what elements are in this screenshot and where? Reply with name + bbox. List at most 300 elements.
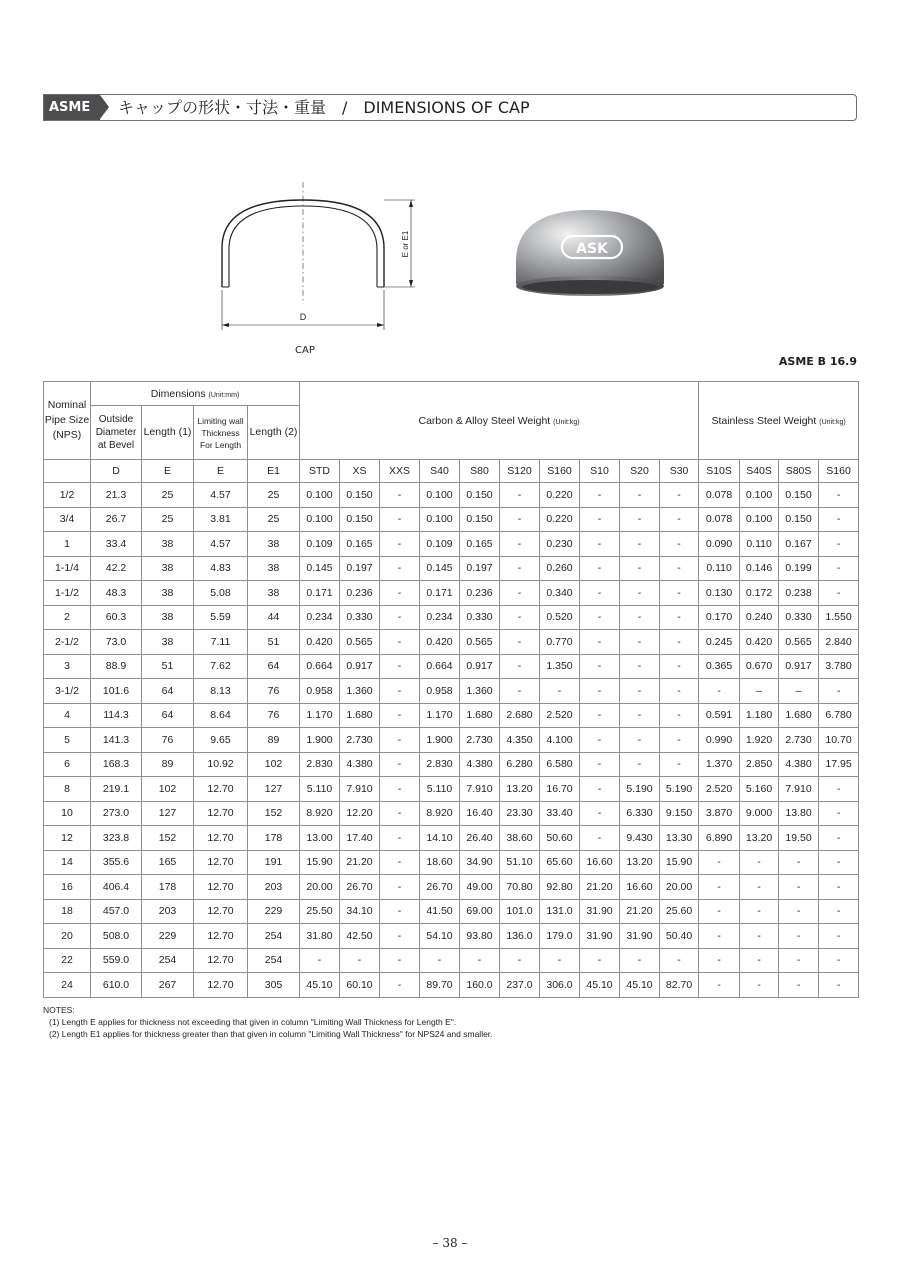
value-cell: 0.109: [300, 532, 340, 557]
value-cell: 92.80: [540, 875, 580, 900]
value-cell: -: [819, 850, 859, 875]
table-row: [44, 728, 859, 753]
value-cell: -: [580, 581, 620, 606]
value-cell: 3.81: [194, 507, 248, 532]
value-cell: 165: [142, 850, 194, 875]
value-cell: -: [740, 948, 779, 973]
value-cell: 13.20: [500, 777, 540, 802]
value-cell: -: [819, 777, 859, 802]
value-cell: 2.840: [819, 630, 859, 655]
value-cell: 60.10: [340, 973, 380, 998]
value-cell: 31.90: [580, 924, 620, 949]
table-row: [44, 581, 859, 606]
value-cell: 60.3: [91, 605, 142, 630]
value-cell: 1.550: [819, 605, 859, 630]
value-cell: 9.65: [194, 728, 248, 753]
value-cell: 19.50: [779, 826, 819, 851]
value-cell: 8.920: [300, 801, 340, 826]
value-cell: 34.90: [460, 850, 500, 875]
table-row: [44, 483, 859, 508]
value-cell: 38.60: [500, 826, 540, 851]
value-cell: -: [779, 899, 819, 924]
symbol-row: [44, 460, 859, 483]
symbol-header-cell: E1: [248, 460, 300, 483]
value-cell: 14.10: [420, 826, 460, 851]
value-cell: -: [819, 924, 859, 949]
value-cell: 8.920: [420, 801, 460, 826]
value-cell: 4.350: [500, 728, 540, 753]
value-cell: 0.150: [340, 483, 380, 508]
value-cell: -: [819, 507, 859, 532]
value-cell: -: [819, 801, 859, 826]
table-row: [44, 924, 859, 949]
value-cell: -: [500, 654, 540, 679]
value-cell: -: [660, 703, 699, 728]
value-cell: 21.20: [620, 899, 660, 924]
value-cell: 1.900: [420, 728, 460, 753]
value-cell: 0.146: [740, 556, 779, 581]
dimensions-unit: (Unit:mm): [208, 391, 240, 399]
notes: [43, 1004, 493, 1040]
value-cell: 2.850: [740, 752, 779, 777]
value-cell: -: [380, 532, 420, 557]
value-cell: 17.40: [340, 826, 380, 851]
value-cell: -: [580, 703, 620, 728]
value-cell: 5.08: [194, 581, 248, 606]
value-cell: 0.236: [460, 581, 500, 606]
symbol-header-cell: S120: [500, 460, 540, 483]
value-cell: 0.110: [740, 532, 779, 557]
value-cell: 5.190: [660, 777, 699, 802]
value-cell: -: [500, 532, 540, 557]
table-row: [44, 532, 859, 557]
value-cell: 0.917: [340, 654, 380, 679]
value-cell: 26.7: [91, 507, 142, 532]
nps-cell: 1: [44, 532, 91, 557]
nps-cell: 22: [44, 948, 91, 973]
value-cell: 2.830: [300, 752, 340, 777]
value-cell: 38: [142, 605, 194, 630]
value-cell: 0.245: [699, 630, 740, 655]
value-cell: 38: [142, 630, 194, 655]
value-cell: –: [779, 679, 819, 704]
symbol-header-cell: S10: [580, 460, 620, 483]
value-cell: 2.730: [460, 728, 500, 753]
col-outside-diameter-header: Outside Diameter at Bevel: [91, 406, 142, 460]
table-body: [44, 483, 859, 998]
value-cell: 1.170: [420, 703, 460, 728]
nps-cell: 3: [44, 654, 91, 679]
value-cell: -: [620, 948, 660, 973]
value-cell: 0.565: [779, 630, 819, 655]
value-cell: 6.890: [699, 826, 740, 851]
value-cell: 0.100: [740, 507, 779, 532]
value-cell: 42.2: [91, 556, 142, 581]
value-cell: 0.150: [340, 507, 380, 532]
value-cell: 0.109: [420, 532, 460, 557]
value-cell: -: [819, 973, 859, 998]
value-cell: 12.70: [194, 875, 248, 900]
value-cell: -: [660, 483, 699, 508]
value-cell: 267: [142, 973, 194, 998]
value-cell: 50.40: [660, 924, 699, 949]
value-cell: 2.830: [420, 752, 460, 777]
value-cell: -: [819, 948, 859, 973]
value-cell: 25: [142, 507, 194, 532]
value-cell: -: [660, 581, 699, 606]
value-cell: 5.59: [194, 605, 248, 630]
value-cell: 21.3: [91, 483, 142, 508]
value-cell: 9.000: [740, 801, 779, 826]
value-cell: -: [580, 777, 620, 802]
symbol-header-cell: S80S: [779, 460, 819, 483]
value-cell: 1.360: [340, 679, 380, 704]
value-cell: 1.350: [540, 654, 580, 679]
nps-cell: 1-1/4: [44, 556, 91, 581]
value-cell: 20.00: [660, 875, 699, 900]
value-cell: 16.60: [620, 875, 660, 900]
table-row: [44, 654, 859, 679]
value-cell: 13.80: [779, 801, 819, 826]
value-cell: 42.50: [340, 924, 380, 949]
value-cell: -: [779, 973, 819, 998]
value-cell: 12.70: [194, 973, 248, 998]
value-cell: -: [580, 630, 620, 655]
value-cell: 12.70: [194, 948, 248, 973]
value-cell: 4.380: [460, 752, 500, 777]
value-cell: 8.64: [194, 703, 248, 728]
value-cell: 0.234: [300, 605, 340, 630]
value-cell: 0.197: [460, 556, 500, 581]
table-row: [44, 973, 859, 998]
value-cell: -: [620, 752, 660, 777]
value-cell: 0.220: [540, 483, 580, 508]
value-cell: -: [380, 507, 420, 532]
value-cell: 0.990: [699, 728, 740, 753]
value-cell: 9.150: [660, 801, 699, 826]
value-cell: -: [819, 679, 859, 704]
value-cell: 160.0: [460, 973, 500, 998]
value-cell: 7.11: [194, 630, 248, 655]
value-cell: 0.420: [420, 630, 460, 655]
value-cell: -: [699, 679, 740, 704]
value-cell: –: [740, 679, 779, 704]
value-cell: 45.10: [580, 973, 620, 998]
value-cell: -: [819, 532, 859, 557]
value-cell: 0.145: [420, 556, 460, 581]
value-cell: -: [819, 556, 859, 581]
value-cell: -: [699, 924, 740, 949]
value-cell: 0.150: [779, 483, 819, 508]
value-cell: 152: [248, 801, 300, 826]
col-length2-header: Length (2): [248, 406, 300, 460]
value-cell: 254: [248, 948, 300, 973]
value-cell: 0.130: [699, 581, 740, 606]
figure-caption: CAP: [295, 345, 315, 356]
value-cell: -: [819, 581, 859, 606]
carbon-weight-unit: (Unit:kg): [553, 418, 580, 426]
value-cell: 64: [248, 654, 300, 679]
value-cell: 4.100: [540, 728, 580, 753]
value-cell: 508.0: [91, 924, 142, 949]
table-row: [44, 703, 859, 728]
value-cell: 0.171: [300, 581, 340, 606]
value-cell: 203: [142, 899, 194, 924]
table-row: [44, 679, 859, 704]
value-cell: 0.220: [540, 507, 580, 532]
value-cell: -: [380, 581, 420, 606]
table-row: [44, 630, 859, 655]
value-cell: -: [420, 948, 460, 973]
value-cell: 0.565: [340, 630, 380, 655]
value-cell: 6.330: [620, 801, 660, 826]
value-cell: 0.234: [420, 605, 460, 630]
value-cell: 610.0: [91, 973, 142, 998]
value-cell: 0.171: [420, 581, 460, 606]
value-cell: 12.70: [194, 850, 248, 875]
value-cell: 102: [248, 752, 300, 777]
value-cell: 89.70: [420, 973, 460, 998]
value-cell: 323.8: [91, 826, 142, 851]
value-cell: 16.60: [580, 850, 620, 875]
value-cell: 12.70: [194, 801, 248, 826]
value-cell: 0.145: [300, 556, 340, 581]
value-cell: 33.4: [91, 532, 142, 557]
value-cell: 51.10: [500, 850, 540, 875]
value-cell: -: [620, 679, 660, 704]
table-row: [44, 752, 859, 777]
page-title: キャップの形状・寸法・重量 / DIMENSIONS OF CAP: [118, 98, 530, 117]
value-cell: 7.910: [779, 777, 819, 802]
value-cell: 44: [248, 605, 300, 630]
stainless-weight-group-header: [699, 382, 859, 460]
value-cell: 38: [248, 556, 300, 581]
value-cell: -: [380, 973, 420, 998]
value-cell: 0.770: [540, 630, 580, 655]
value-cell: 21.20: [340, 850, 380, 875]
value-cell: -: [580, 605, 620, 630]
value-cell: 178: [248, 826, 300, 851]
value-cell: 20.00: [300, 875, 340, 900]
dimensions-table: [43, 381, 859, 998]
cap-technical-drawing: [222, 182, 415, 330]
value-cell: 0.078: [699, 507, 740, 532]
value-cell: 89: [142, 752, 194, 777]
value-cell: 9.430: [620, 826, 660, 851]
value-cell: 273.0: [91, 801, 142, 826]
table-row: [44, 605, 859, 630]
badge-arrow-icon: [100, 95, 109, 119]
nps-cell: 16: [44, 875, 91, 900]
value-cell: 168.3: [91, 752, 142, 777]
dimension-d-label: D: [299, 312, 307, 322]
value-cell: 0.170: [699, 605, 740, 630]
value-cell: 89: [248, 728, 300, 753]
value-cell: -: [380, 801, 420, 826]
nps-cell: 3-1/2: [44, 679, 91, 704]
value-cell: 0.330: [779, 605, 819, 630]
value-cell: 4.57: [194, 483, 248, 508]
value-cell: -: [380, 605, 420, 630]
value-cell: 31.80: [300, 924, 340, 949]
value-cell: 2.730: [779, 728, 819, 753]
value-cell: 0.917: [460, 654, 500, 679]
value-cell: 1.170: [300, 703, 340, 728]
asme-badge: ASME: [44, 95, 100, 120]
value-cell: 203: [248, 875, 300, 900]
col-length1-header: Length (1): [142, 406, 194, 460]
value-cell: -: [580, 532, 620, 557]
value-cell: -: [660, 654, 699, 679]
value-cell: 0.670: [740, 654, 779, 679]
value-cell: -: [380, 826, 420, 851]
value-cell: 15.90: [660, 850, 699, 875]
value-cell: 178: [142, 875, 194, 900]
value-cell: 18.60: [420, 850, 460, 875]
value-cell: -: [699, 948, 740, 973]
value-cell: 0.100: [420, 483, 460, 508]
page-number: – 38 –: [432, 1236, 468, 1250]
value-cell: 1.360: [460, 679, 500, 704]
value-cell: 254: [142, 948, 194, 973]
value-cell: -: [380, 703, 420, 728]
value-cell: -: [300, 948, 340, 973]
value-cell: -: [620, 556, 660, 581]
value-cell: 49.00: [460, 875, 500, 900]
value-cell: 93.80: [460, 924, 500, 949]
value-cell: 4.380: [340, 752, 380, 777]
value-cell: -: [580, 752, 620, 777]
value-cell: -: [779, 875, 819, 900]
value-cell: 10.70: [819, 728, 859, 753]
value-cell: -: [620, 630, 660, 655]
value-cell: -: [580, 654, 620, 679]
value-cell: -: [380, 654, 420, 679]
value-cell: -: [660, 630, 699, 655]
value-cell: 355.6: [91, 850, 142, 875]
value-cell: 0.330: [340, 605, 380, 630]
value-cell: 306.0: [540, 973, 580, 998]
value-cell: -: [660, 605, 699, 630]
value-cell: -: [460, 948, 500, 973]
value-cell: 131.0: [540, 899, 580, 924]
value-cell: 64: [142, 703, 194, 728]
value-cell: 7.62: [194, 654, 248, 679]
value-cell: 64: [142, 679, 194, 704]
nps-cell: 2-1/2: [44, 630, 91, 655]
table-row: [44, 948, 859, 973]
value-cell: 559.0: [91, 948, 142, 973]
value-cell: 141.3: [91, 728, 142, 753]
value-cell: -: [500, 679, 540, 704]
value-cell: -: [740, 875, 779, 900]
value-cell: 25: [248, 483, 300, 508]
value-cell: 127: [248, 777, 300, 802]
value-cell: -: [500, 581, 540, 606]
value-cell: 1.920: [740, 728, 779, 753]
value-cell: 0.238: [779, 581, 819, 606]
value-cell: 5.110: [300, 777, 340, 802]
value-cell: 2.520: [699, 777, 740, 802]
section-header: [43, 94, 857, 121]
value-cell: 229: [248, 899, 300, 924]
value-cell: 10.92: [194, 752, 248, 777]
value-cell: 6.280: [500, 752, 540, 777]
value-cell: 114.3: [91, 703, 142, 728]
value-cell: -: [819, 875, 859, 900]
value-cell: 1.680: [460, 703, 500, 728]
value-cell: 7.910: [340, 777, 380, 802]
value-cell: 2.520: [540, 703, 580, 728]
nps-cell: 18: [44, 899, 91, 924]
value-cell: 26.70: [340, 875, 380, 900]
value-cell: -: [699, 899, 740, 924]
symbol-header-cell: S10S: [699, 460, 740, 483]
value-cell: 0.172: [740, 581, 779, 606]
nps-cell: 4: [44, 703, 91, 728]
value-cell: 25.60: [660, 899, 699, 924]
value-cell: 12.20: [340, 801, 380, 826]
value-cell: -: [660, 556, 699, 581]
value-cell: -: [380, 948, 420, 973]
value-cell: -: [500, 948, 540, 973]
value-cell: -: [779, 948, 819, 973]
nps-cell: 14: [44, 850, 91, 875]
nps-cell: 3/4: [44, 507, 91, 532]
value-cell: 0.199: [779, 556, 819, 581]
value-cell: -: [380, 899, 420, 924]
nps-cell: 5: [44, 728, 91, 753]
value-cell: 102: [142, 777, 194, 802]
value-cell: 0.090: [699, 532, 740, 557]
table-row: [44, 875, 859, 900]
value-cell: 0.260: [540, 556, 580, 581]
carbon-weight-label: Carbon & Alloy Steel Weight: [418, 414, 551, 427]
value-cell: 12.70: [194, 777, 248, 802]
value-cell: 0.150: [460, 507, 500, 532]
value-cell: -: [580, 801, 620, 826]
value-cell: 0.150: [460, 483, 500, 508]
value-cell: 69.00: [460, 899, 500, 924]
value-cell: 13.20: [620, 850, 660, 875]
table-row: [44, 801, 859, 826]
value-cell: 406.4: [91, 875, 142, 900]
value-cell: 13.20: [740, 826, 779, 851]
value-cell: -: [380, 777, 420, 802]
value-cell: 0.664: [420, 654, 460, 679]
value-cell: 13.00: [300, 826, 340, 851]
value-cell: 34.10: [340, 899, 380, 924]
dimensions-group-header: [91, 382, 300, 406]
value-cell: 38: [142, 556, 194, 581]
table-row: [44, 556, 859, 581]
value-cell: 54.10: [420, 924, 460, 949]
value-cell: 38: [142, 532, 194, 557]
value-cell: 1.900: [300, 728, 340, 753]
value-cell: -: [779, 924, 819, 949]
value-cell: 0.591: [699, 703, 740, 728]
value-cell: -: [580, 483, 620, 508]
symbol-header-cell: S80: [460, 460, 500, 483]
value-cell: -: [740, 973, 779, 998]
value-cell: 0.917: [779, 654, 819, 679]
notes-title: NOTES:: [43, 1005, 75, 1015]
value-cell: -: [500, 556, 540, 581]
value-cell: 76: [248, 679, 300, 704]
value-cell: -: [580, 826, 620, 851]
nps-cell: 8: [44, 777, 91, 802]
value-cell: 0.150: [779, 507, 819, 532]
